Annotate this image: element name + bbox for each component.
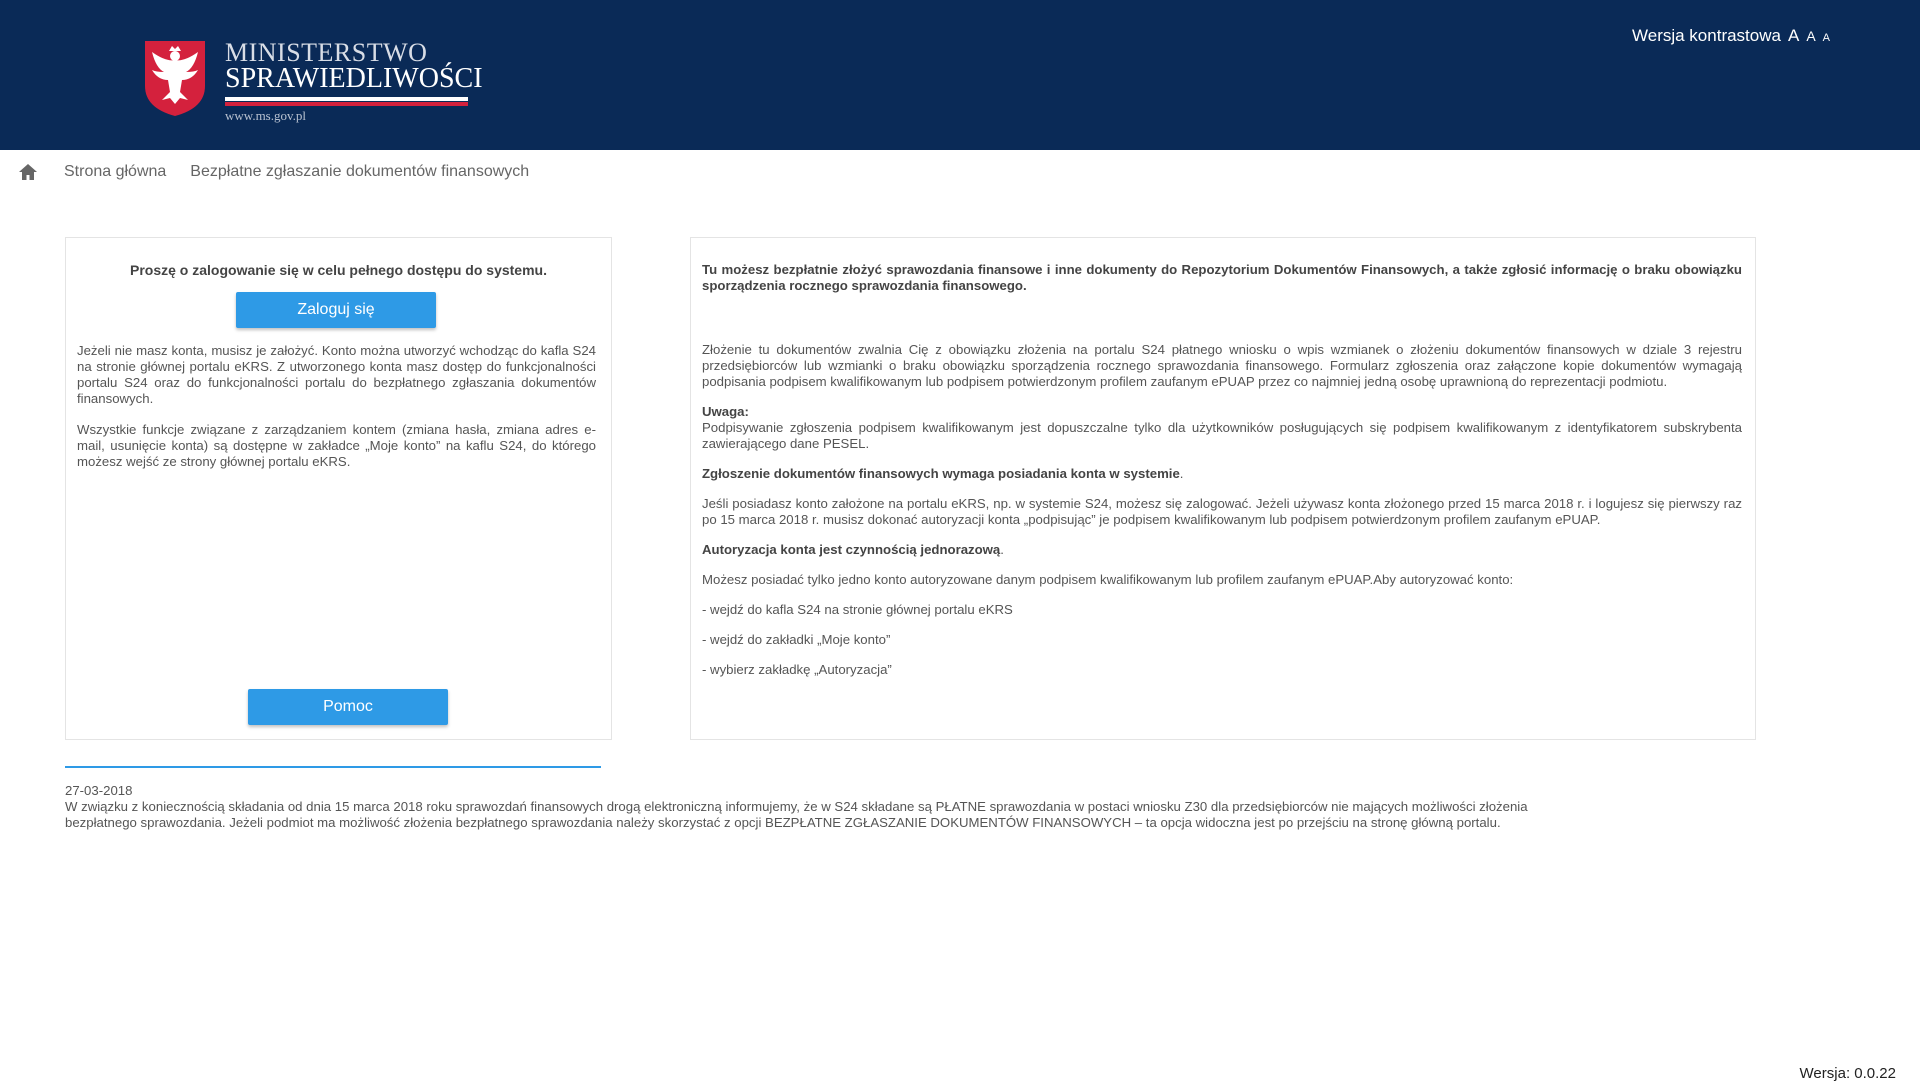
step-item: - wejdź do kafla S24 na stronie głównej portalu eKRS [702,602,1742,618]
font-size-large-button[interactable]: A [1788,26,1799,46]
login-panel [65,237,612,740]
info-panel [690,237,1756,740]
info-content [702,262,1742,678]
news-text: W związku z koniecznością składania od dnia 15 marca 2018 roku sprawozdań finansowych drogą elektroniczną informujemy, że w S24 składane są PŁATNE sprawozdania w postaci wniosku Z30 dla przedsiębiorców nie mających możliwości złożenia bezpłatnego sprawozdania. Jeżeli podmiot ma możliwość złożenia bezpłatnego sprawozdania należy skorzystać z opcji BEZPŁATNE ZGŁASZANIE DOKUMENTÓW FINANSOWYCH – ta opcja widoczna jest po przejściu na stronę główną portalu. [65,799,1565,831]
contrast-version-link[interactable]: Wersja kontrastowa [1632,26,1781,46]
info-intro: Tu możesz bezpłatnie złożyć sprawozdania finansowe i inne dokumenty do Repozytorium Dokumentów Finansowych, a także zgłosić informację o braku obowiązku sporządzenia rocznego sprawozdania finansowego. [702,262,1742,294]
account-required-dot: . [1180,466,1184,481]
news-divider [65,766,601,768]
auth-once-dot: . [1000,542,1004,557]
home-icon[interactable] [18,163,38,181]
logo-title-line2: SPRAWIEDLIWOŚCI [225,63,483,95]
note-title: Uwaga: [702,404,1742,420]
logo-title-line1: MINISTERSTWO [225,38,427,68]
info-paragraph-authorize: Możesz posiadać tylko jedno konto autoryzowane danym podpisem kwalifikowanym lub profilem zaufanym ePUAP.Aby autoryzować konto: [702,572,1742,588]
logo-flag-stripe-white [225,97,468,101]
news-section [65,783,1565,831]
font-size-small-button[interactable]: A [1823,32,1830,44]
font-size-medium-button[interactable]: A [1806,28,1815,44]
ministry-logo[interactable] [142,38,482,128]
info-paragraph-login: Jeśli posiadasz konto założone na portalu eKRS, np. w systemie S24, możesz się zalogować. Jeżeli używasz konta złożonego przed 15 marca 2018 r. i logujesz się pierwszy raz po 15 marca 2018 r. musisz dokonać autoryzacji konta „podpisując” je podpisem kwalifikowanym lub podpisem potwierdzonym profilem zaufanym ePUAP. [702,496,1742,528]
account-required-text: Zgłoszenie dokumentów finansowych wymaga posiadania konta w systemie [702,466,1180,481]
login-button[interactable]: Zaloguj się [236,292,436,328]
account-functions-text: Wszystkie funkcje związane z zarządzaniem kontem (zmiana hasła, zmiana adres e-mail, usunięcie konta) są dostępne w zakładce „Moje konto” na kaflu S24, do którego możesz wejść ze strony głównej portalu eKRS. [77,422,596,470]
step-item: - wejdź do zakładki „Moje konto” [702,632,1742,648]
breadcrumb [18,160,529,184]
logo-flag-stripe-red [225,102,468,106]
eagle-emblem-icon [142,38,208,118]
news-date: 27-03-2018 [65,783,1565,799]
account-required-line [702,466,1742,482]
breadcrumb-current[interactable]: Bezpłatne zgłaszanie dokumentów finansowych [190,163,529,181]
header [0,0,1920,150]
account-info-text: Jeżeli nie masz konta, musisz je założyć. Konto można utworzyć wchodząc do kafla S24 na stronie głównej portalu eKRS. Z utworzonego konta masz dostęp do funkcjonalności portalu S24 oraz do funkcjonalności portalu do bezpłatnego zgłaszania dokumentów finansowych. [77,343,596,407]
note-text: Podpisywanie zgłoszenia podpisem kwalifikowanym jest dopuszczalne tylko dla użytkowników posługujących się podpisem kwalifikowanym z identyfikatorem subskrybenta zawierającego dane PESEL. [702,420,1742,452]
info-paragraph-exemption: Złożenie tu dokumentów zwalnia Cię z obowiązku złożenia na portalu S24 płatnego wniosku o wpis wzmianek o złożeniu dokumentów finansowych w dziale 3 rejestru przedsiębiorców lub wzmianki o braku obowiązku sporządzenia rocznego sprawozdania finansowego. Formularz zgłoszenia oraz załączone kopie dokumentów wymagają podpisania podpisem kwalifikowanym lub podpisem potwierdzonym profilem zaufanym ePUAP przez co najmniej jedną osobę uprawnioną do reprezentacji podmiotu. [702,342,1742,390]
breadcrumb-home-link[interactable]: Strona główna [64,163,166,181]
step-item: - wybierz zakładkę „Autoryzacja” [702,662,1742,678]
auth-once-text: Autoryzacja konta jest czynnością jednorazową [702,542,1000,557]
login-prompt-title: Proszę o zalogowanie się w celu pełnego dostępu do systemu. [66,262,611,278]
app-version: Wersja: 0.0.22 [1800,1065,1896,1082]
auth-once-line [702,542,1742,558]
accessibility-controls [1632,26,1830,46]
help-button[interactable]: Pomoc [248,689,448,725]
logo-url: www.ms.gov.pl [225,108,306,124]
